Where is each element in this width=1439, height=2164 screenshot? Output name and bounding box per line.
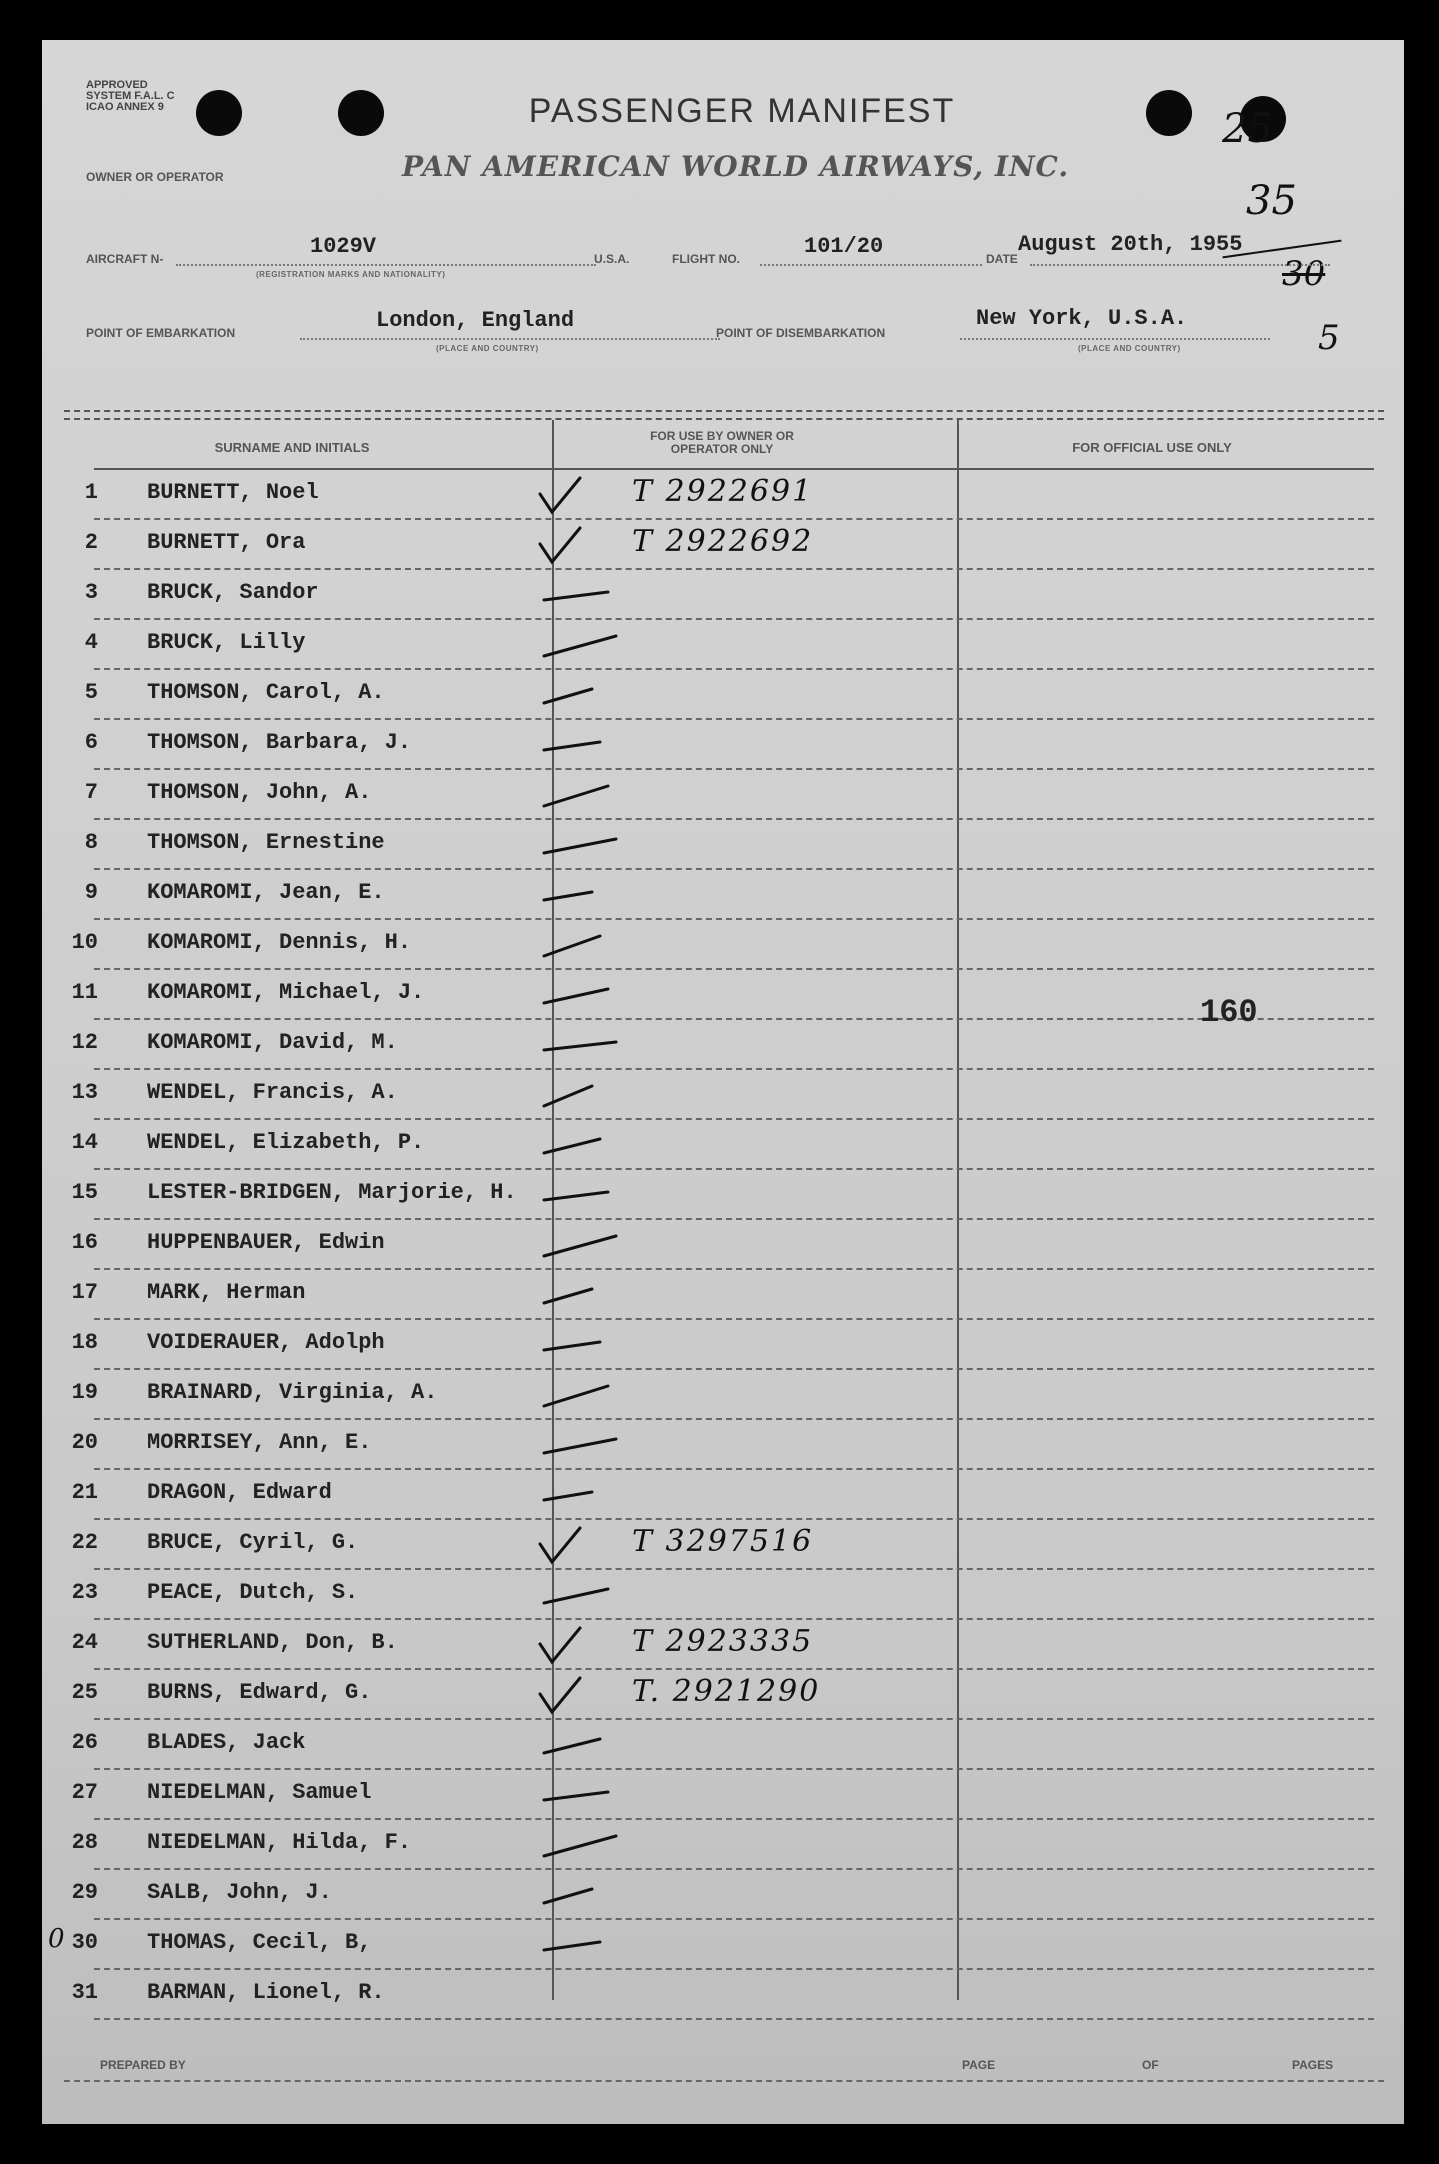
tick-mark-icon [532,1726,652,1766]
passenger-number: 21 [71,1480,98,1505]
passenger-row [42,1870,1404,1920]
column-header-owner: FOR USE BY OWNER OR OPERATOR ONLY [650,429,794,456]
passenger-number: 7 [84,780,98,805]
passenger-row [42,670,1404,720]
tick-mark-icon [532,1926,652,1966]
row-rule [94,2018,1374,2020]
disembark-label: POINT OF DISEMBARKATION [716,326,886,340]
tick-mark-icon [532,1276,652,1316]
aircraft-country: U.S.A. [594,252,630,266]
passenger-row [42,1920,1404,1970]
passenger-row [42,770,1404,820]
passenger-name: SALB, John, J. [147,1880,332,1905]
pages-label: PAGES [1292,2058,1334,2072]
passenger-name: NIEDELMAN, Hilda, F. [147,1830,412,1855]
tick-mark-icon [532,1176,652,1216]
passenger-number: 14 [71,1130,98,1155]
passenger-row [42,1170,1404,1220]
disembark-value: New York, U.S.A. [976,306,1188,331]
passenger-row [42,1670,1404,1720]
passenger-row [42,1570,1404,1620]
ticket-number: T 2922691 [632,474,814,509]
tick-mark-icon [532,776,652,816]
tick-mark-icon [532,1026,652,1066]
passenger-name: WENDEL, Elizabeth, P. [147,1130,425,1155]
ticket-number: T 2922692 [632,524,814,559]
aircraft-sublabel: (REGISTRATION MARKS AND NATIONALITY) [256,270,446,279]
embark-underline [300,338,720,340]
corner-note-4: 5 [1318,318,1340,358]
passenger-name: THOMSON, Barbara, J. [147,730,412,755]
passenger-number: 1 [84,480,98,505]
tick-mark-icon [532,1376,652,1416]
passenger-name: BURNS, Edward, G. [147,1680,372,1705]
tick-mark-icon [532,1826,652,1866]
passenger-name: KOMAROMI, David, M. [147,1030,398,1055]
date-underline [1030,264,1330,266]
flight-value: 101/20 [804,234,884,259]
tick-mark-icon [532,1776,652,1816]
passenger-name: THOMSON, John, A. [147,780,372,805]
passenger-name: THOMSON, Carol, A. [147,680,385,705]
airline-name: PAN AMERICAN WORLD AIRWAYS, INC. [402,150,1070,183]
tick-mark-icon [532,1876,652,1916]
corner-note-2: 35 [1246,178,1297,224]
passenger-name: BARMAN, Lionel, R. [147,1980,385,2005]
prepared-by-label: PREPARED BY [100,2058,186,2072]
passenger-number: 19 [71,1380,98,1405]
tick-mark-icon [532,1076,652,1116]
passenger-number: 11 [71,980,98,1005]
passenger-number: 31 [71,1980,98,2005]
passenger-number: 16 [71,1230,98,1255]
embark-value: London, England [376,308,575,333]
passenger-number: 22 [71,1530,98,1555]
passenger-row [42,1470,1404,1520]
passenger-name: THOMAS, Cecil, B, [147,1930,372,1955]
passenger-number: 28 [71,1830,98,1855]
punch-hole-right-1 [1146,90,1192,136]
passenger-name: KOMAROMI, Michael, J. [147,980,425,1005]
passenger-row [42,1820,1404,1870]
passenger-row [42,920,1404,970]
corner-note-1: 25 [1222,106,1273,152]
passenger-name: BRUCK, Lilly [147,630,306,655]
of-label: OF [1142,2058,1159,2072]
passenger-name: NIEDELMAN, Samuel [147,1780,372,1805]
passenger-row [42,820,1404,870]
passenger-row [42,1070,1404,1120]
ticket-number: T 2923335 [632,1624,814,1659]
embark-sublabel: (PLACE AND COUNTRY) [436,344,539,353]
passenger-name: SUTHERLAND, Don, B. [147,1630,398,1655]
approval-line: APPROVED [86,79,148,91]
passenger-row [42,1520,1404,1570]
ticket-number: T 3297516 [632,1524,814,1559]
aircraft-value: 1029V [310,234,377,259]
passenger-number: 6 [84,730,98,755]
passenger-number: 2 [84,530,98,555]
passenger-number: 18 [71,1330,98,1355]
tick-mark-icon [532,626,652,666]
passenger-row [42,870,1404,920]
tick-mark-icon [532,876,652,916]
tick-mark-icon [532,576,652,616]
passenger-row [42,1420,1404,1470]
passenger-name: BRUCE, Cyril, G. [147,1530,359,1555]
approval-line: SYSTEM F.A.L. C [86,90,175,102]
date-label: DATE [986,252,1018,266]
passenger-row [42,1770,1404,1820]
passenger-row [42,1220,1404,1270]
corner-note-3: 30 [1282,254,1326,294]
passenger-number: 13 [71,1080,98,1105]
passenger-name: BRUCK, Sandor [147,580,319,605]
column-header-official: FOR OFFICIAL USE ONLY [1072,440,1232,455]
passenger-row [42,720,1404,770]
passenger-name: DRAGON, Edward [147,1480,332,1505]
passenger-row [42,470,1404,520]
column-header-name: SURNAME AND INITIALS [214,440,370,455]
passenger-number: 20 [71,1430,98,1455]
approval-line: ICAO ANNEX 9 [86,101,164,113]
passenger-name: BRAINARD, Virginia, A. [147,1380,438,1405]
passenger-number: 30 [71,1930,98,1955]
ticket-number: T. 2921290 [632,1674,821,1709]
passenger-name: BURNETT, Noel [147,480,319,505]
manifest-sheet [42,40,1404,2124]
passenger-number: 12 [71,1030,98,1055]
row-30-prefix: 0 [48,1924,65,1954]
tick-mark-icon [532,1126,652,1166]
passenger-number: 17 [71,1280,98,1305]
passenger-name: MORRISEY, Ann, E. [147,1430,372,1455]
passenger-name: LESTER-BRIDGEN, Marjorie, H. [147,1180,517,1205]
page-label: PAGE [962,2058,996,2072]
footer-rule [64,2080,1384,2082]
passenger-row [42,1970,1404,2020]
passenger-row [42,620,1404,670]
aircraft-underline [176,264,596,266]
passenger-name: VOIDERAUER, Adolph [147,1330,385,1355]
date-value: August 20th, 1955 [1018,232,1243,257]
tick-mark-icon [532,826,652,866]
passenger-row [42,570,1404,620]
passenger-number: 25 [71,1680,98,1705]
passenger-name: KOMAROMI, Dennis, H. [147,930,412,955]
tick-mark-icon [532,976,652,1016]
passenger-row [42,1120,1404,1170]
passenger-row [42,520,1404,570]
official-note: 160 [1200,994,1258,1031]
passenger-number: 9 [84,880,98,905]
passenger-number: 23 [71,1580,98,1605]
passenger-number: 26 [71,1730,98,1755]
tick-mark-icon [532,1226,652,1266]
passenger-number: 4 [84,630,98,655]
passenger-number: 27 [71,1780,98,1805]
passenger-name: MARK, Herman [147,1280,306,1305]
owner-label: OWNER OR OPERATOR [86,170,224,184]
embark-label: POINT OF EMBARKATION [86,326,236,340]
flight-label: FLIGHT NO. [672,252,740,266]
table-top-rule [64,410,1384,412]
passenger-number: 8 [84,830,98,855]
passenger-row [42,1270,1404,1320]
punch-hole-center [338,90,384,136]
disembark-sublabel: (PLACE AND COUNTRY) [1078,344,1181,353]
passenger-number: 15 [71,1180,98,1205]
passenger-name: BLADES, Jack [147,1730,306,1755]
tick-mark-icon [532,1576,652,1616]
tick-mark-icon [532,926,652,966]
passenger-number: 10 [71,930,98,955]
passenger-row [42,1370,1404,1420]
tick-mark-icon [532,1326,652,1366]
passenger-name: PEACE, Dutch, S. [147,1580,359,1605]
tick-mark-icon [532,676,652,716]
aircraft-label: AIRCRAFT N- [86,252,164,266]
passenger-name: BURNETT, Ora [147,530,306,555]
tick-mark-icon [532,726,652,766]
passenger-row [42,1320,1404,1370]
passenger-name: KOMAROMI, Jean, E. [147,880,385,905]
passenger-name: HUPPENBAUER, Edwin [147,1230,385,1255]
passenger-name: THOMSON, Ernestine [147,830,385,855]
passenger-row [42,1620,1404,1670]
passenger-number: 5 [84,680,98,705]
passenger-number: 24 [71,1630,98,1655]
disembark-underline [960,338,1270,340]
passenger-number: 3 [84,580,98,605]
passenger-row [42,1720,1404,1770]
tick-mark-icon [532,1476,652,1516]
table-top-rule-2 [64,418,1384,420]
approval-stamp [86,80,206,113]
passenger-name: WENDEL, Francis, A. [147,1080,398,1105]
tick-mark-icon [532,1426,652,1466]
form-title: PASSENGER MANIFEST [528,92,956,130]
flight-underline [760,264,982,266]
passenger-number: 29 [71,1880,98,1905]
